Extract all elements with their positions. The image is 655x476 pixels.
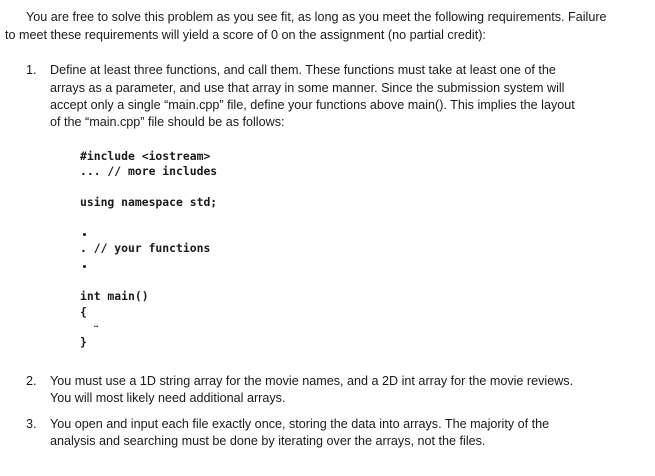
code-open-brace: { (80, 305, 87, 319)
requirement-1-number: 1. (26, 63, 37, 77)
code-ellipsis-dot-top (83, 233, 86, 236)
code-more-includes: ... // more includes (80, 164, 218, 178)
requirement-1-line-2: arrays as a parameter, and use that array in some manner. Since the submission system will (50, 81, 565, 95)
requirement-2-number: 2. (26, 374, 37, 388)
requirement-1-line-3: accept only a single “main.cpp” file, define your functions above main(). This implies the layout (50, 98, 575, 112)
code-ellipsis-dot-bottom (83, 265, 86, 268)
requirement-3-line-2: analysis and searching must be done by iterating over the arrays, not the files. (50, 434, 486, 448)
requirement-1-line-4: of the “main.cpp” file should be as follows: (50, 115, 285, 129)
code-body-ellipsis: … (94, 321, 99, 329)
code-using-namespace: using namespace std; (80, 195, 218, 209)
intro-line-1: You are free to solve this problem as you see fit, as long as you meet the following requirements. Failure (26, 10, 607, 24)
code-close-brace: } (80, 335, 87, 349)
requirement-3-number: 3. (26, 417, 37, 431)
requirement-1-line-1: Define at least three functions, and call them. These functions must take at least one of the (50, 63, 556, 77)
requirement-2-line-1: You must use a 1D string array for the movie names, and a 2D int array for the movie reviews. (50, 374, 574, 388)
requirement-2-line-2: You will most likely need additional arrays. (50, 391, 286, 405)
code-main-signature: int main() (80, 289, 149, 303)
code-functions-comment: . // your functions (80, 241, 211, 255)
code-include: #include <iostream> (80, 149, 211, 163)
requirement-3-line-1: You open and input each file exactly once, storing the data into arrays. The majority of the (50, 417, 550, 431)
intro-line-2: to meet these requirements will yield a score of 0 on the assignment (no partial credit): (5, 28, 486, 42)
